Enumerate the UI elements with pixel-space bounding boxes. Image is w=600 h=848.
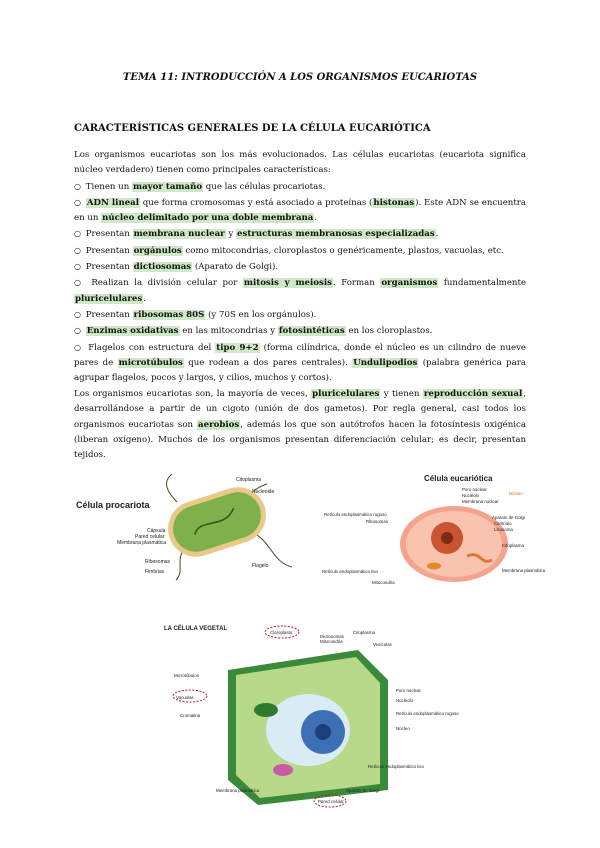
plant-label: Microtúbulos <box>174 673 199 678</box>
bullet-icon: ○ <box>74 245 81 255</box>
bullet-4: ○ Presentan orgánulos como mitocondrias, cloroplastos o genéricamente, plastos, vacuolas, etc. <box>74 245 504 256</box>
bullet-6: ○ Realizan la división celular por mitosis y meiosis. Forman organismos fundamentalmente pluricelulares. <box>74 278 526 304</box>
euk-label: Lisosoma <box>494 527 513 532</box>
euk-label: Membrana plasmática <box>502 568 546 573</box>
bullet-icon: ○ <box>74 229 81 239</box>
euk-label: Poro nuclear <box>462 487 487 492</box>
plant-label: Poro nuclear <box>396 688 421 693</box>
prok-label: Cápsula <box>147 528 166 534</box>
euk-label: Membrana nuclear <box>462 499 499 504</box>
euk-label: Nucléolo <box>462 493 480 498</box>
prok-label: Flagelo <box>252 563 269 569</box>
plant-label: Aparato de Golgi <box>346 788 379 793</box>
bullet-7: ○ Presentan ribosomas 80S (y 70S en los orgánulos). <box>74 309 317 320</box>
bullet-3: ○ Presentan membrana nuclear y estructuras membranosas especializadas. <box>74 229 439 240</box>
euk-label: Retículo endoplasmático liso <box>322 569 378 574</box>
bullet-icon: ○ <box>74 262 81 272</box>
prokaryotic-cell-figure <box>72 472 322 582</box>
prok-label: Citoplasma <box>236 477 262 483</box>
nucleolus-shape <box>441 532 453 544</box>
plant-label: Mitocondria <box>320 639 343 644</box>
euk-label: Retículo endoplasmático rugoso <box>324 512 387 517</box>
bullet-8: ○ Enzimas oxidativas en las mitocondrias y fotosintéticas en los cloroplastos. <box>74 326 433 337</box>
plant-label: Dictiosomas <box>320 634 344 639</box>
fig-euk-title: Célula eucariótica <box>424 474 493 483</box>
bullet-icon: ○ <box>74 326 81 336</box>
characteristics-paragraph <box>74 148 526 386</box>
fig-prok-title: Célula procariota <box>76 500 150 510</box>
mitochondria-shape <box>427 563 441 570</box>
prok-label: Membrana plasmática <box>117 540 167 546</box>
bullet-icon: ○ <box>74 278 84 288</box>
chloroplast-shape <box>254 703 278 717</box>
bullet-icon: ○ <box>74 309 81 319</box>
plant-label: Vesículas <box>373 642 392 647</box>
plant-label: Retículo endoplasmático liso <box>368 764 424 769</box>
plant-cell-figure <box>158 620 459 810</box>
plant-label: Pared celular <box>318 799 344 804</box>
plant-label: Membrana plasmática <box>216 788 260 793</box>
euk-label: Núcleo <box>509 491 523 496</box>
nucleolus-shape <box>315 724 331 740</box>
euk-label: Citoplasma <box>502 543 524 548</box>
prok-label: Ribosomas <box>145 559 171 565</box>
plant-label: Nucléolo <box>396 698 414 703</box>
section-heading: CARACTERÍSTICAS GENERALES DE LA CÉLULA EUCARIÓTICA <box>74 123 431 134</box>
bullet-icon: ○ <box>74 342 83 352</box>
prok-label: Nucleoide <box>252 489 275 495</box>
bullet-icon: ○ <box>74 181 81 191</box>
bullet-5: ○ Presentan dictiosomas (Aparato de Golgi). <box>74 262 279 273</box>
bullet-icon: ○ <box>74 197 82 207</box>
plant-label: Cloroplasto <box>270 630 293 635</box>
plant-label: Núcleo <box>396 726 410 731</box>
plant-label: Cromatina <box>180 713 201 718</box>
eukaryotic-cell-figure <box>322 470 546 590</box>
intro-text: Los organismos eucariotas son los más evolucionados. Las células eucariotas (eucariota significa núcleo verdadero) tienen como principales características: <box>74 150 526 176</box>
plant-label: Citoplasma <box>353 630 375 635</box>
bullet-1: ○ Tienen un mayor tamaño que las células procariotas. <box>74 181 326 192</box>
bullet-2: ○ ADN lineal que forma cromosomas y está asociado a proteínas (histonas). Este ADN se encuentra en un núcleo delimitado por una doble membrana. <box>74 197 527 224</box>
prok-label: Pared celular <box>135 534 165 540</box>
euk-label: Mitocondria <box>372 580 395 585</box>
bullet-9: ○ Flagelos con estructura del tipo 9+2 (forma cilíndrica, donde el núcleo es un cilindro de nueve pares de microtúbulos que rodean a dos pares centrales). Undulipodios (palabra genérica para agrupar flagelos, pocos y largos, y cilios, muchos y cortos). <box>74 342 527 384</box>
prok-label: Fimbrias <box>145 569 165 575</box>
euk-label: Aparato de Golgi <box>492 515 525 520</box>
fig-plant-title: LA CÉLULA VEGETAL <box>164 626 228 632</box>
page-title: TEMA 11: INTRODUCCIÓN A LOS ORGANISMOS EUCARIOTAS <box>122 72 478 83</box>
mitochondria-shape <box>273 764 293 776</box>
plant-label: Retículo endoplasmático rugoso <box>396 711 459 716</box>
eukaryote-paragraph: Los organismos eucariotas son, la mayoría de veces, pluricelulares y tienen reproducción sexual, desarrollándose a partir de un cigoto (unión de dos gametos). Por regla general, casi todos los organismos eucariotas son aerobios, además los que son autótrofos hacen la fotosíntesis oxigénica (liberan oxígeno). Muchos de los organismos presentan diferenciación celular; es decir, presentan tejidos. <box>74 389 526 461</box>
euk-label: Ribosomas <box>366 519 388 524</box>
euk-label: Centriolo <box>494 521 512 526</box>
plant-label: Vacuolas <box>176 695 194 700</box>
